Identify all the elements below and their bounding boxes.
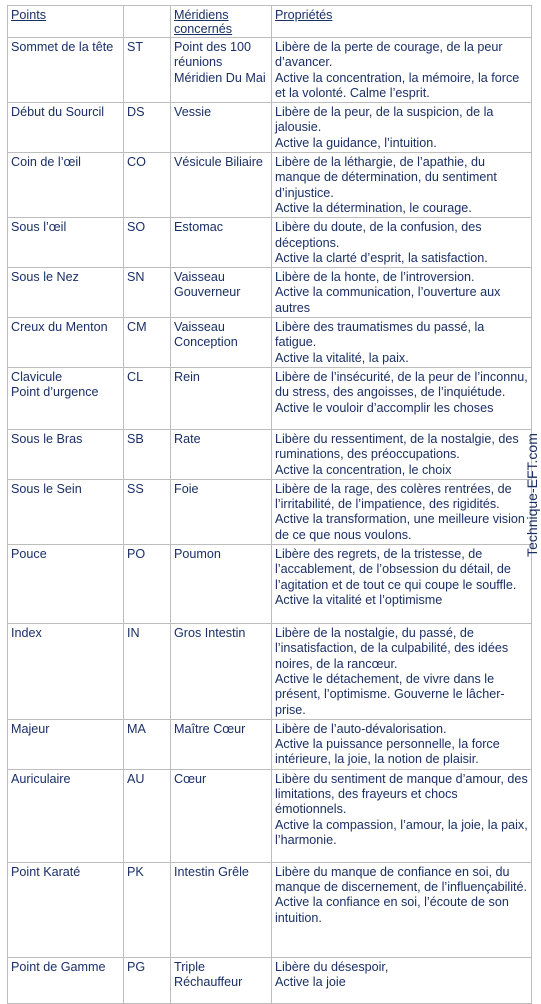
point-name	[8, 429, 124, 479]
propriete-line: Active la transformation, une meilleure vision de ce que nous voulons.	[275, 512, 525, 542]
table-row	[8, 429, 532, 479]
table-row	[8, 624, 532, 720]
point-name	[8, 769, 124, 862]
meridien: Estomac	[171, 218, 272, 268]
propriete-line: Libère du doute, de la confusion, des déceptions.	[275, 220, 482, 250]
propriete-line: Libère de la nostalgie, du passé, de l’insatisfaction, de la culpabilité, des idées noires, de la rancœur.	[275, 626, 509, 671]
meridien: Rein	[171, 367, 272, 429]
propriete-line: Libère de la rage, des colères rentrées, de l’irritabilité, de l’impatience, des rigidités.	[275, 481, 512, 512]
point-code: CM	[124, 318, 171, 368]
proprietes	[272, 153, 532, 218]
meridien: Foie	[171, 479, 272, 544]
point-name-line: Majeur	[11, 721, 50, 736]
header-meridiens: Méridiens concernés	[171, 6, 272, 38]
point-code: MA	[124, 719, 171, 769]
propriete-line: Libère de l’insécurité, de la peur de l’inconnu, du stress, des angoisses, de l’inquiétude.	[275, 369, 528, 400]
meridian-table-container	[7, 5, 531, 1004]
table-row	[8, 268, 532, 318]
proprietes	[272, 769, 532, 862]
table-row	[8, 153, 532, 218]
propriete-line: Libère des traumatismes du passé, la fatigue.	[275, 320, 485, 350]
table-row	[8, 318, 532, 368]
point-name	[8, 218, 124, 268]
propriete-line: Libère de la peur, de la suspicion, de la jalousie.	[275, 105, 494, 135]
point-name-line: Point d’urgence	[11, 385, 99, 400]
proprietes	[272, 268, 532, 318]
propriete-line: Active la communication, l’ouverture aux autres	[275, 285, 501, 315]
point-name	[8, 957, 124, 1003]
proprietes	[272, 624, 532, 720]
propriete-line: Active le détachement, de vivre dans le présent, l’optimisme. Gouverne le lâcher-prise.	[275, 671, 505, 717]
propriete-line: Libère du sentiment de manque d’amour, des limitations, des frayeurs et chocs émotionnels.	[275, 771, 528, 817]
meridien: Maître Cœur	[171, 719, 272, 769]
proprietes	[272, 957, 532, 1003]
propriete-line: Active la concentration, le choix	[275, 462, 452, 477]
point-name-line: Index	[11, 626, 42, 641]
propriete-line: Libère du manque de confiance en soi, du manque de discernement, de l’influençabilité.	[275, 864, 528, 894]
meridien: Point des 100 réunions Méridien Du Mai	[171, 38, 272, 103]
propriete-line: Active la joie	[275, 974, 346, 989]
proprietes	[272, 545, 532, 624]
header-proprietes: Propriétés	[272, 6, 532, 38]
point-name-line: Sous le Sein	[11, 481, 82, 496]
meridien: Cœur	[171, 769, 272, 862]
point-code: SO	[124, 218, 171, 268]
meridien: Vaisseau Gouverneur	[171, 268, 272, 318]
table-row	[8, 769, 532, 862]
meridien: Vésicule Biliaire	[171, 153, 272, 218]
propriete-line: Libère de la honte, de l’introversion.	[275, 270, 475, 285]
watermark-text: Technique-EFT.com	[524, 433, 540, 557]
propriete-line: Libère de l’auto-dévalorisation.	[275, 721, 447, 736]
propriete-line: Libère du ressentiment, de la nostalgie, des ruminations, des préoccupations.	[275, 431, 519, 462]
table-row	[8, 545, 532, 624]
propriete-line: Active la détermination, le courage.	[275, 200, 472, 215]
point-code: PG	[124, 957, 171, 1003]
propriete-line: Libère de la perte de courage, de la peur d’avancer.	[275, 40, 503, 70]
table-row	[8, 862, 532, 957]
point-name-line: Clavicule	[11, 369, 63, 384]
point-code: DS	[124, 103, 171, 153]
point-name	[8, 624, 124, 720]
table-row	[8, 367, 532, 429]
proprietes	[272, 367, 532, 429]
proprietes	[272, 103, 532, 153]
proprietes	[272, 479, 532, 544]
point-name	[8, 103, 124, 153]
point-name	[8, 862, 124, 957]
point-name	[8, 318, 124, 368]
meridien: Triple Réchauffeur	[171, 957, 272, 1003]
point-code: PO	[124, 545, 171, 624]
watermark	[523, 430, 541, 560]
proprietes	[272, 318, 532, 368]
point-code: AU	[124, 769, 171, 862]
point-code: CO	[124, 153, 171, 218]
table-row	[8, 103, 532, 153]
meridien: Vessie	[171, 103, 272, 153]
propriete-line: Active la puissance personnelle, la force intérieure, la joie, la notion de plaisir.	[275, 737, 500, 767]
meridien: Intestin Grêle	[171, 862, 272, 957]
propriete-line: Active la guidance, l’intuition.	[275, 135, 437, 150]
meridien: Poumon	[171, 545, 272, 624]
point-code: SS	[124, 479, 171, 544]
table-row	[8, 218, 532, 268]
propriete-line: Libère de la léthargie, de l’apathie, du manque de détermination, du sentiment d’injustice.	[275, 155, 497, 200]
propriete-line: Active la compassion, l’amour, la joie, la paix, l’harmonie.	[275, 817, 528, 847]
header-code	[124, 6, 171, 38]
proprietes	[272, 218, 532, 268]
propriete-line: Active le vouloir d’accomplir les choses	[275, 400, 494, 415]
meridien: Vaisseau Conception	[171, 318, 272, 368]
table-row	[8, 957, 532, 1003]
propriete-line: Libère du désespoir,	[275, 959, 389, 974]
point-code: PK	[124, 862, 171, 957]
proprietes	[272, 429, 532, 479]
point-name	[8, 153, 124, 218]
point-code: ST	[124, 38, 171, 103]
point-name-line: Point de Gamme	[11, 959, 106, 974]
proprietes	[272, 862, 532, 957]
table-row	[8, 719, 532, 769]
point-name-line: Sous le Bras	[11, 431, 83, 446]
point-name	[8, 479, 124, 544]
point-code: SB	[124, 429, 171, 479]
propriete-line: Libère des regrets, de la tristesse, de l’accablement, de l’obsession du détail, de l’agitation et de tout ce qui coupe le souffle.	[275, 547, 517, 592]
propriete-line: Active la vitalité, la paix.	[275, 350, 409, 365]
point-name-line: Creux du Menton	[11, 320, 108, 335]
meridien: Gros Intestin	[171, 624, 272, 720]
propriete-line: Active la vitalité et l’optimisme	[275, 592, 443, 607]
point-name	[8, 38, 124, 103]
point-name	[8, 545, 124, 624]
eft-points-table	[7, 5, 532, 1004]
point-name-line: Sous le Nez	[11, 270, 79, 285]
point-name	[8, 367, 124, 429]
point-name-line: Auriculaire	[11, 771, 71, 786]
table-body	[8, 38, 532, 1004]
propriete-line: Active la confiance en soi, l’écoute de son intuition.	[275, 895, 509, 925]
point-name-line: Coin de l’œil	[11, 155, 81, 170]
table-row	[8, 38, 532, 103]
proprietes	[272, 38, 532, 103]
propriete-line: Active la clarté d’esprit, la satisfaction.	[275, 250, 488, 265]
point-name-line: Début du Sourcil	[11, 105, 105, 120]
point-code: IN	[124, 624, 171, 720]
propriete-line: Active la concentration, la mémoire, la force et la volonté. Calme l’esprit.	[275, 70, 520, 100]
point-name-line: Sommet de la tête	[11, 40, 114, 54]
table-header-row	[8, 6, 532, 38]
point-name	[8, 719, 124, 769]
header-points: Points	[8, 6, 124, 38]
point-name	[8, 268, 124, 318]
point-name-line: Point Karaté	[11, 864, 81, 879]
point-name-line: Pouce	[11, 547, 47, 562]
meridien: Rate	[171, 429, 272, 479]
table-row	[8, 479, 532, 544]
proprietes	[272, 719, 532, 769]
point-name-line: Sous l’œil	[11, 220, 67, 235]
point-code: SN	[124, 268, 171, 318]
point-code: CL	[124, 367, 171, 429]
